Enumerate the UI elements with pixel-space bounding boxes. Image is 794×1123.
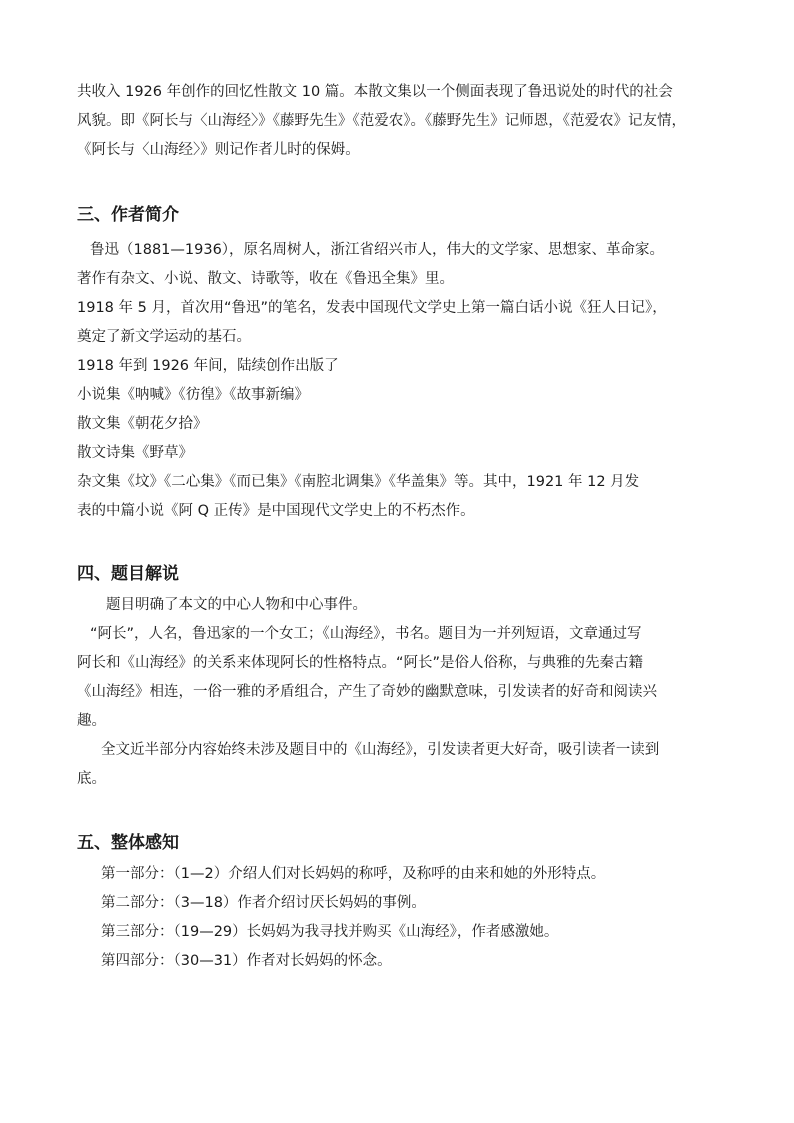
author-line: 著作有杂文、小说、散文、诗歌等，收在《鲁迅全集》里。 xyxy=(77,271,454,287)
title-line: 全文近半部分内容始终未涉及题目中的《山海经》，引发读者更大好奇，吸引读者一读到 xyxy=(101,742,660,758)
section-heading-title-explanation: 四、题目解说 xyxy=(77,564,179,584)
title-line: 阿长和《山海经》的关系来体现阿长的性格特点。“阿长”是俗人俗称，与典雅的先秦古籍 xyxy=(77,655,644,671)
author-line: 小说集《呐喊》《彷徨》《故事新编》 xyxy=(77,387,309,403)
title-line: 题目明确了本文的中心人物和中心事件。 xyxy=(106,597,367,613)
author-line: 散文诗集《野草》 xyxy=(77,445,193,461)
overview-line: 第四部分：（30—31）作者对长妈妈的怀念。 xyxy=(101,953,392,969)
document-page xyxy=(77,78,723,976)
intro-line: 《阿长与〈山海经〉》则记作者儿时的保姆。 xyxy=(77,142,360,158)
overview-line: 第一部分：（1—2）介绍人们对长妈妈的称呼，及称呼的由来和她的外形特点。 xyxy=(101,866,606,882)
author-line: 鲁迅（1881—1936），原名周树人，浙江省绍兴市人，伟大的文学家、思想家、革命家。 xyxy=(90,242,665,258)
author-line: 奠定了新文学运动的基石。 xyxy=(77,329,251,345)
title-line: “阿长”，人名，鲁迅家的一个女工；《山海经》，书名。题目为一并列短语，文章通过写 xyxy=(90,626,642,642)
overview-line: 第三部分：（19—29）长妈妈为我寻找并购买《山海经》，作者感激她。 xyxy=(101,924,559,940)
author-line: 1918 年到 1926 年间，陆续创作出版了 xyxy=(77,358,339,374)
title-explanation-section xyxy=(77,591,723,794)
title-line: 底。 xyxy=(77,771,106,787)
intro-paragraph xyxy=(77,78,723,165)
overview-line: 第二部分：（3—18）作者介绍讨厌长妈妈的事例。 xyxy=(101,895,426,911)
section-heading-overview: 五、整体感知 xyxy=(77,833,179,853)
intro-line: 共收入 1926 年创作的回忆性散文 10 篇。本散文集以一个侧面表现了鲁迅说处的时代的社会 xyxy=(77,84,673,100)
author-line: 杂文集《坟》《二心集》《而已集》《南腔北调集》《华盖集》等。其中，1921 年 12 月发 xyxy=(77,474,640,490)
author-line: 1918 年 5 月，首次用“鲁迅”的笔名，发表中国现代文学史上第一篇白话小说《狂人日记》， xyxy=(77,300,667,316)
author-line: 散文集《朝花夕拾》 xyxy=(77,416,208,432)
intro-line: 风貌。即《阿长与〈山海经〉》《藤野先生》《范爱农》。《藤野先生》记师恩，《范爱农》记友情， xyxy=(77,113,686,129)
title-line: 《山海经》相连，一俗一雅的矛盾组合，产生了奇妙的幽默意味，引发读者的好奇和阅读兴 xyxy=(77,684,657,700)
title-line: 趣。 xyxy=(77,713,106,729)
author-section xyxy=(77,236,723,526)
section-heading-author: 三、作者简介 xyxy=(77,205,179,225)
overview-section xyxy=(77,860,723,976)
author-line: 表的中篇小说《阿 Q 正传》是中国现代文学史上的不朽杰作。 xyxy=(77,503,475,519)
